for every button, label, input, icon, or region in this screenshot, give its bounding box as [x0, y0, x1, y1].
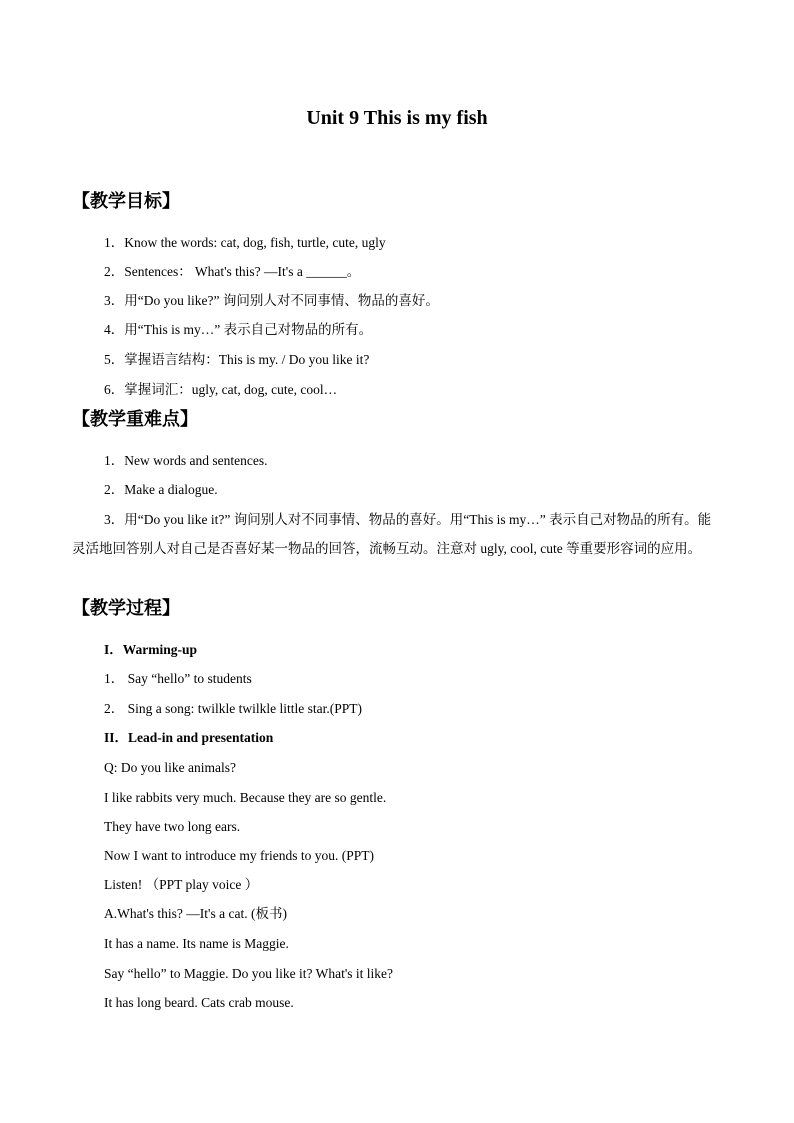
- process-item: 2． Sing a song: twilkle twilkle little star.(PPT): [104, 701, 362, 716]
- process-line: Now I want to introduce my friends to you. (PPT): [104, 848, 374, 863]
- section-heading-process: 【教学过程】: [72, 598, 180, 619]
- section-heading-key-points: 【教学重难点】: [72, 409, 198, 430]
- process-line: It has a name. Its name is Maggie.: [104, 936, 289, 951]
- objective-item: 4．用“This is my…” 表示自己对物品的所有。: [104, 322, 373, 337]
- process-line: Q: Do you like animals?: [104, 760, 236, 775]
- objective-item: 2．Sentences： What's this? —It's a ______。: [104, 264, 361, 279]
- objective-item: 1．Know the words: cat, dog, fish, turtle, cute, ugly: [104, 235, 386, 250]
- process-line: A.What's this? —It's a cat. (板书): [104, 906, 287, 921]
- process-line: They have two long ears.: [104, 819, 241, 834]
- process-line: Say “hello” to Maggie. Do you like it? What's it like?: [104, 966, 393, 981]
- page-title: Unit 9 This is my fish: [306, 107, 488, 129]
- process-line: Listen! （PPT play voice ）: [104, 877, 259, 892]
- section-heading-objectives: 【教学目标】: [72, 191, 180, 212]
- process-part-heading: I．Warming-up: [104, 642, 198, 657]
- objective-item: 5．掌握语言结构：This is my. / Do you like it?: [104, 352, 370, 367]
- key-point-item: 1．New words and sentences.: [104, 453, 268, 468]
- process-part-heading: II．Lead-in and presentation: [104, 730, 274, 745]
- key-point-paragraph: 3．用“Do you like it?” 询问别人对不同事情、物品的喜好。用“This is my…” 表示自己对物品的所有。能灵活地回答别人对自己是否喜好某一物品的回答，流畅互动。注意对 ugly, cool, cute 等重要形容词的应用。: [72, 512, 712, 556]
- key-point-item: 2．Make a dialogue.: [104, 482, 218, 497]
- objective-item: 3．用“Do you like?” 询问别人对不同事情、物品的喜好。: [104, 293, 439, 308]
- process-item: 1． Say “hello” to students: [104, 671, 252, 686]
- objective-item: 6．掌握词汇：ugly, cat, dog, cute, cool…: [104, 382, 338, 397]
- process-line: It has long beard. Cats crab mouse.: [104, 995, 294, 1010]
- process-line: I like rabbits very much. Because they are so gentle.: [104, 790, 387, 805]
